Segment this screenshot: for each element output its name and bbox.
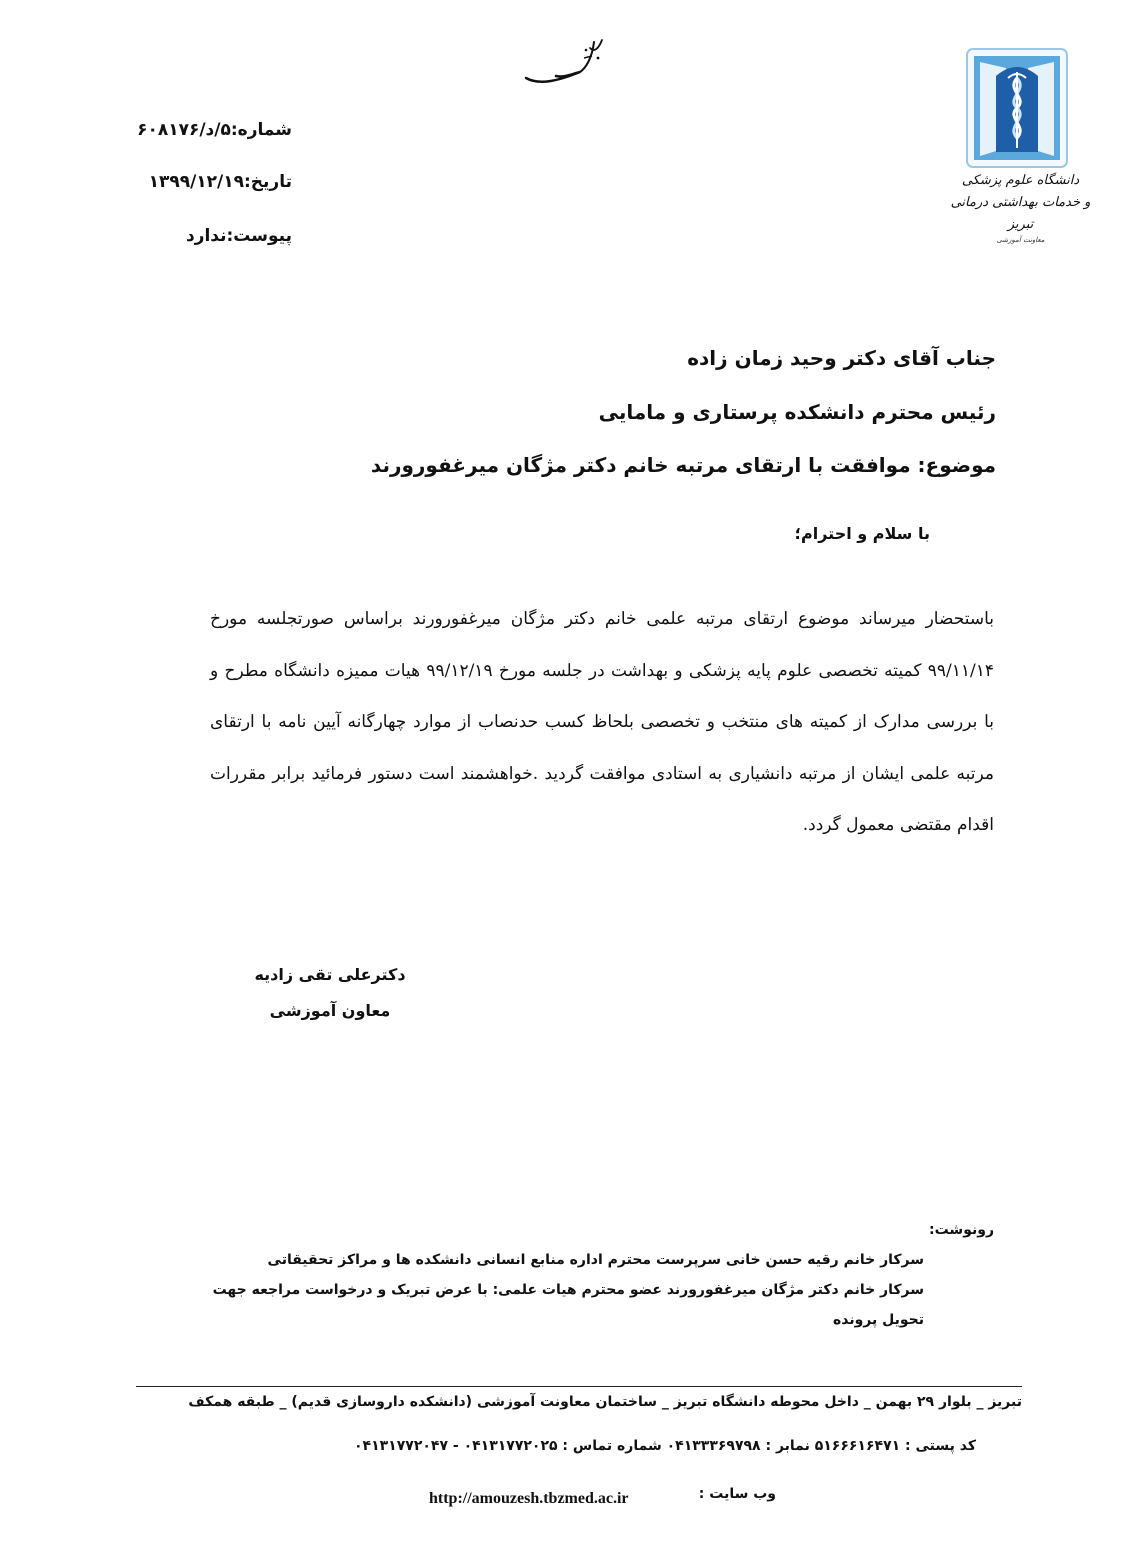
cc-recipient: سرکار خانم رقیه حسن خانی سرپرست محترم اداره منابع انسانی دانشکده ها و مراکز تحقیقاتی (267, 1252, 924, 1268)
university-logo (966, 48, 1068, 168)
signer-name: دکترعلی تقی زادیه (254, 965, 406, 984)
cc-label: رونوشت: (929, 1222, 994, 1238)
university-name (948, 170, 1093, 244)
signer-title: معاون آموزشی (269, 1001, 391, 1020)
bismillah-signature (520, 28, 610, 88)
university-name-line3: معاونت آموزشی (996, 236, 1045, 244)
recipient-name: جناب آقای دکتر وحید زمان زاده (687, 346, 996, 370)
cc-recipient: سرکار خانم دکتر مژگان میرغفورورند عضو محترم هیات علمی: با عرض تبریک و درخواست مراجعه جهت (212, 1282, 924, 1298)
cc-recipient-continued: تحویل پرونده (832, 1312, 924, 1328)
recipient-title: رئیس محترم دانشکده پرستاری و مامایی (598, 400, 996, 424)
letter-date: تاریخ:۱۳۹۹/۱۲/۱۹ (148, 172, 292, 192)
letter-body: باستحضار میرساند موضوع ارتقای مرتبه علمی خانم دکتر مژگان میرغفورورند براساس صورتجلسه مورخ ۹۹/۱۱/۱۴ کمیته تخصصی علوم پایه پزشکی و بهداشت در جلسه مورخ ۹۹/۱۲/۱۹ هیات ممیزه دانشگاه مطرح و با بررسی مدارک از کمیته های منتخب و تخصصی بلحاظ کسب حدنصاب از موارد چهارگانه آیین نامه با ارتقای مرتبه علمی ایشان از مرتبه دانشیاری به استادی موافقت گردید .خواهشمند است دستور فرمائید برابر مقررات اقدام مقتضی معمول گردد. (210, 609, 994, 835)
letter-number: شماره:۵/د/۶۰۸۱۷۶ (137, 120, 292, 140)
letter-subject: موضوع: موافقت با ارتقای مرتبه خانم دکتر مژگان میرغفورورند (370, 453, 996, 477)
footer-divider (136, 1386, 1022, 1387)
university-name-line1: دانشگاه علوم پزشکی (961, 173, 1080, 188)
footer-web-link[interactable]: http://amouzesh.tbzmed.ac.ir (429, 1490, 629, 1507)
letter-attachment: پیوست:ندارد (185, 226, 292, 246)
university-name-line2: و خدمات بهداشتی درمانی تبریز (950, 195, 1091, 232)
footer-contact: کد پستی : ۵۱۶۶۶۱۶۴۷۱ نمابر : ۰۴۱۳۳۳۶۹۷۹۸ شماره تماس : ۰۴۱۳۱۷۷۲۰۲۵ - ۰۴۱۳۱۷۷۲۰۴۷ (354, 1438, 976, 1454)
footer-address: تبریز _ بلوار ۲۹ بهمن _ داخل محوطه دانشگاه تبریز _ ساختمان معاونت آموزشی (دانشکده داروسازی قدیم) _ طبقه همکف (188, 1394, 1022, 1410)
greeting: با سلام و احترام؛ (794, 524, 930, 543)
footer-web-label: وب سایت : (698, 1486, 776, 1502)
